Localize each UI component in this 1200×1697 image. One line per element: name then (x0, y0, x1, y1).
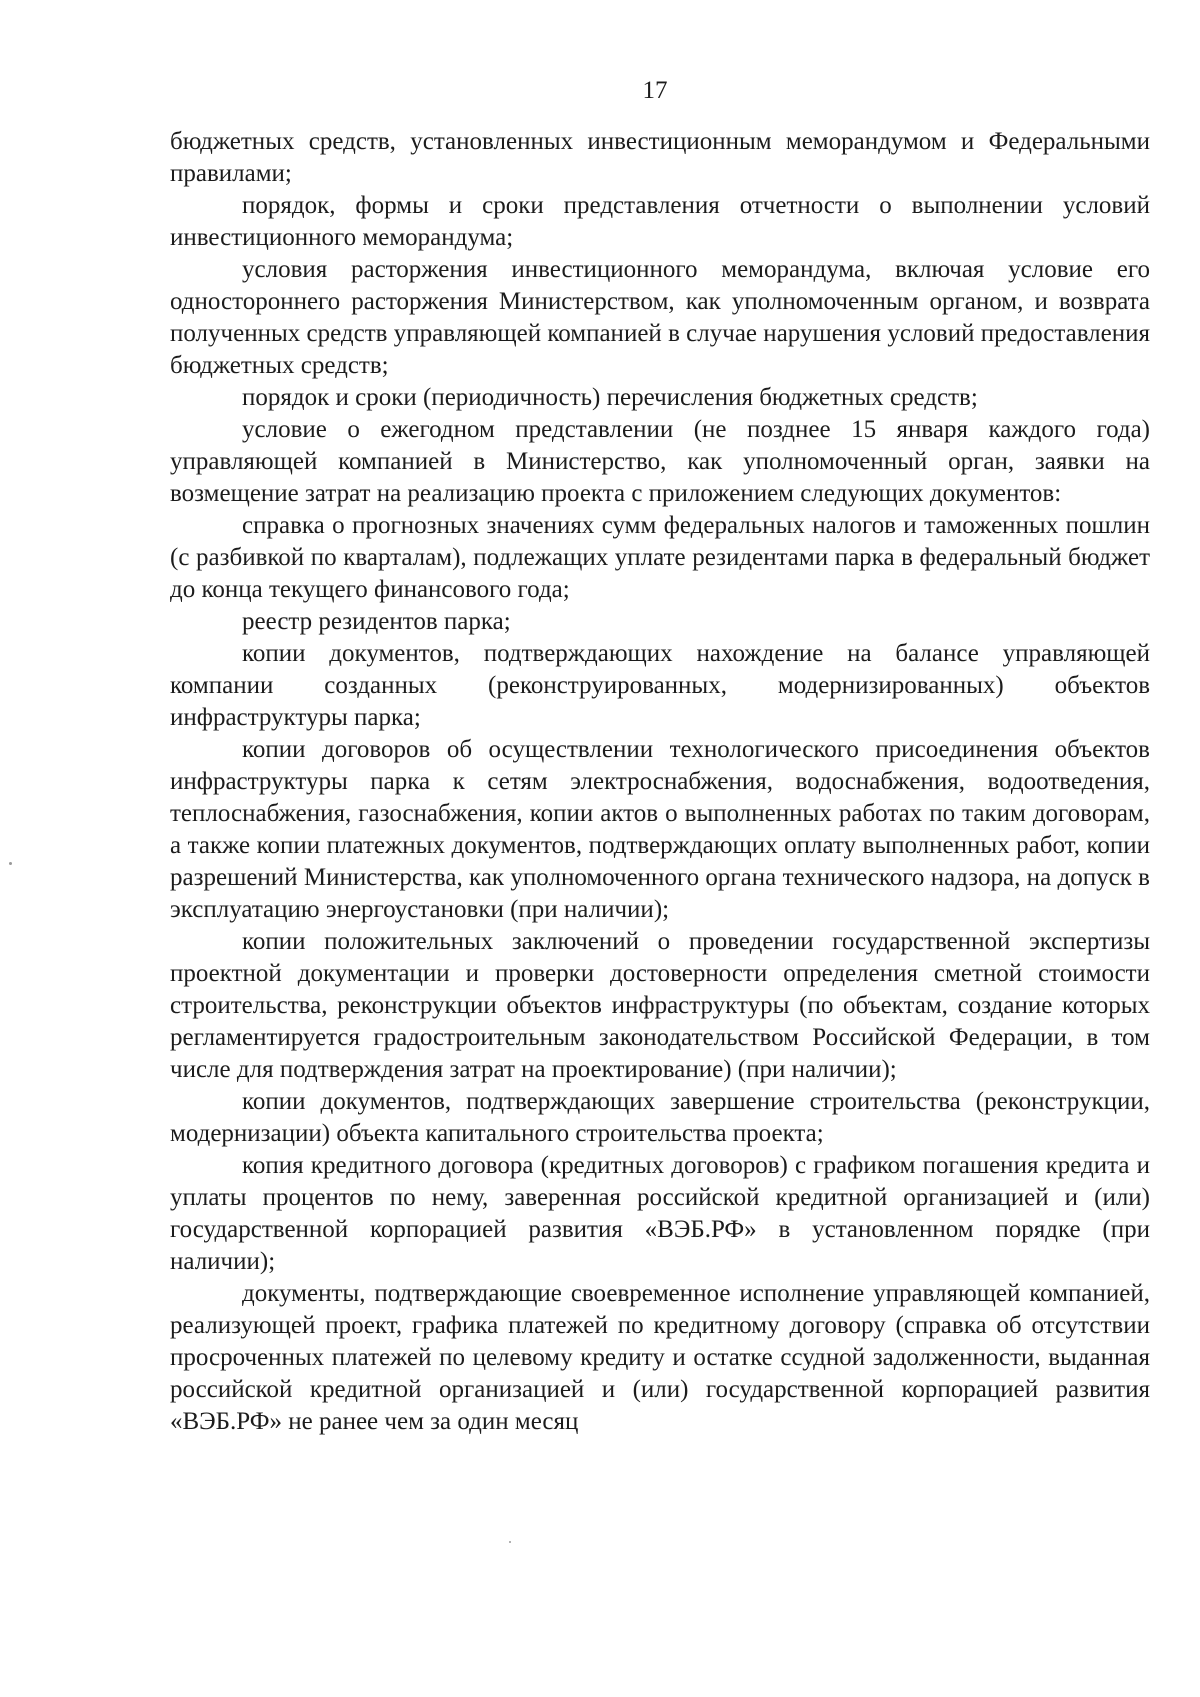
paragraph-resident-registry: реестр резидентов парка; (242, 608, 511, 635)
scan-speck (9, 862, 12, 865)
paragraph-construction-completion: копии документов, подтверждающих завершение строительства (реконструкции, модернизации) объекта капитального строительства проекта; (170, 1088, 1150, 1147)
document-body (170, 126, 1150, 1438)
paragraph-annual-application: условие о ежегодном представлении (не позднее 15 января каждого года) управляющей компанией в Министерство, как уполномоченный орган, заявки на возмещение затрат на реализацию проекта с приложением следующих документов: (170, 416, 1150, 507)
paragraph-loan-payments: документы, подтверждающие своевременное исполнение управляющей компанией, реализующей проект, графика платежей по кредитному договору (справка об отсутствии просроченных платежей по целевому кредиту и остатке ссудной задолженности, выданная российской кредитной организацией и (или) государственной корпорацией развития «ВЭБ.РФ» не ранее чем за один месяц (170, 1280, 1150, 1435)
page-number: 17 (642, 77, 668, 104)
paragraph-continuation: бюджетных средств, установленных инвестиционным меморандумом и Федеральными правилами; (170, 128, 1150, 187)
paragraph-expertise-conclusions: копии положительных заключений о проведении государственной экспертизы проектной документации и проверки достоверности определения сметной стоимости строительства, реконструкции объектов инфраструктуры (по объектам, создание которых регламентируется градостроительным законодательством Российской Федерации, в том числе для подтверждения затрат на проектирование) (при наличии); (170, 928, 1150, 1083)
paragraph-loan-agreement: копия кредитного договора (кредитных договоров) с графиком погашения кредита и уплаты процентов по нему, заверенная российской кредитной организацией и (или) государственной корпорацией развития «ВЭБ.РФ» в установленном порядке (при наличии); (170, 1152, 1150, 1275)
paragraph-reporting: порядок, формы и сроки представления отчетности о выполнении условий инвестиционного меморандума; (170, 192, 1150, 251)
paragraph-tax-forecast: справка о прогнозных значениях сумм федеральных налогов и таможенных пошлин (с разбивкой по кварталам), подлежащих уплате резидентами парка в федеральный бюджет до конца текущего финансового года; (170, 512, 1150, 603)
paragraph-termination: условия расторжения инвестиционного меморандума, включая условие его одностороннего расторжения Министерством, как уполномоченным органом, и возврата полученных средств управляющей компанией в случае нарушения условий предоставления бюджетных средств; (170, 256, 1150, 379)
scan-speck (509, 1541, 511, 1543)
paragraph-connection-contracts: копии договоров об осуществлении технологического присоединения объектов инфраструктуры парка к сетям электроснабжения, водоснабжения, водоотведения, теплоснабжения, газоснабжения, копии актов о выполненных работах по таким договорам, а также копии платежных документов, подтверждающих оплату выполненных работ, копии разрешений Министерства, как уполномоченного органа технического надзора, на допуск в эксплуатацию энергоустановки (при наличии); (170, 736, 1150, 923)
paragraph-transfer-schedule: порядок и сроки (периодичность) перечисления бюджетных средств; (242, 384, 978, 411)
paragraph-balance-documents: копии документов, подтверждающих нахождение на балансе управляющей компании созданных (реконструированных, модернизированных) объектов инфраструктуры парка; (170, 640, 1150, 731)
